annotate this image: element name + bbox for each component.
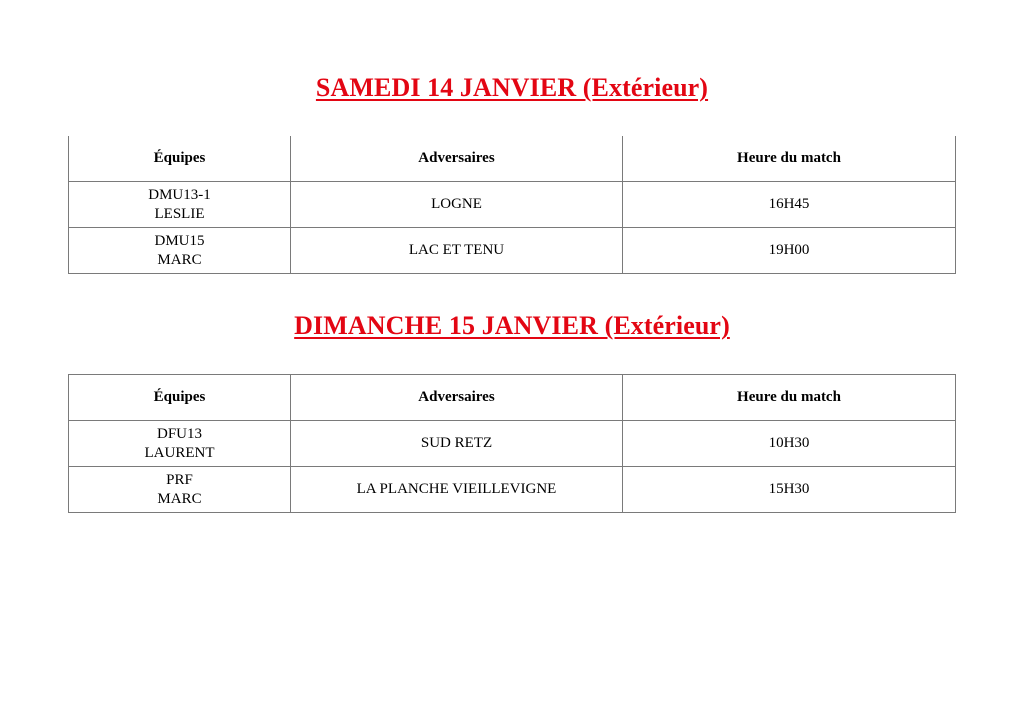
table-row bbox=[69, 467, 956, 513]
team-cell bbox=[69, 182, 291, 228]
coach-name: LAURENT bbox=[144, 444, 215, 461]
table-row bbox=[69, 421, 956, 467]
table-header-row bbox=[69, 136, 956, 182]
team-name: DFU13 bbox=[156, 425, 202, 442]
section-title-saturday: SAMEDI 14 JANVIER (Extérieur) bbox=[315, 73, 709, 102]
time-cell: 19H00 bbox=[623, 228, 956, 274]
team-name: DMU15 bbox=[154, 232, 205, 249]
table-row bbox=[69, 182, 956, 228]
section-title-sunday: DIMANCHE 15 JANVIER (Extérieur) bbox=[294, 311, 730, 340]
column-header-teams: Équipes bbox=[69, 375, 291, 421]
column-header-teams: Équipes bbox=[69, 136, 291, 182]
column-header-opponents: Adversaires bbox=[291, 375, 623, 421]
schedule-table-sunday bbox=[68, 374, 956, 513]
schedule-table-saturday bbox=[68, 136, 956, 274]
time-cell: 15H30 bbox=[623, 467, 956, 513]
column-header-match-time: Heure du match bbox=[623, 136, 956, 182]
team-name: DMU13-1 bbox=[148, 186, 211, 203]
column-header-opponents: Adversaires bbox=[291, 136, 623, 182]
opponent-cell: LAC ET TENU bbox=[291, 228, 623, 274]
opponent-cell: LA PLANCHE VIEILLEVIGNE bbox=[291, 467, 623, 513]
table-row bbox=[69, 228, 956, 274]
coach-name: MARC bbox=[157, 251, 202, 268]
coach-name: MARC bbox=[157, 490, 202, 507]
opponent-cell: LOGNE bbox=[291, 182, 623, 228]
team-name: PRF bbox=[166, 471, 193, 488]
column-header-match-time: Heure du match bbox=[623, 375, 956, 421]
team-cell bbox=[69, 228, 291, 274]
time-cell: 16H45 bbox=[623, 182, 956, 228]
team-cell bbox=[69, 467, 291, 513]
opponent-cell: SUD RETZ bbox=[291, 421, 623, 467]
time-cell: 10H30 bbox=[623, 421, 956, 467]
table-header-row bbox=[69, 375, 956, 421]
coach-name: LESLIE bbox=[154, 205, 205, 222]
team-cell bbox=[69, 421, 291, 467]
